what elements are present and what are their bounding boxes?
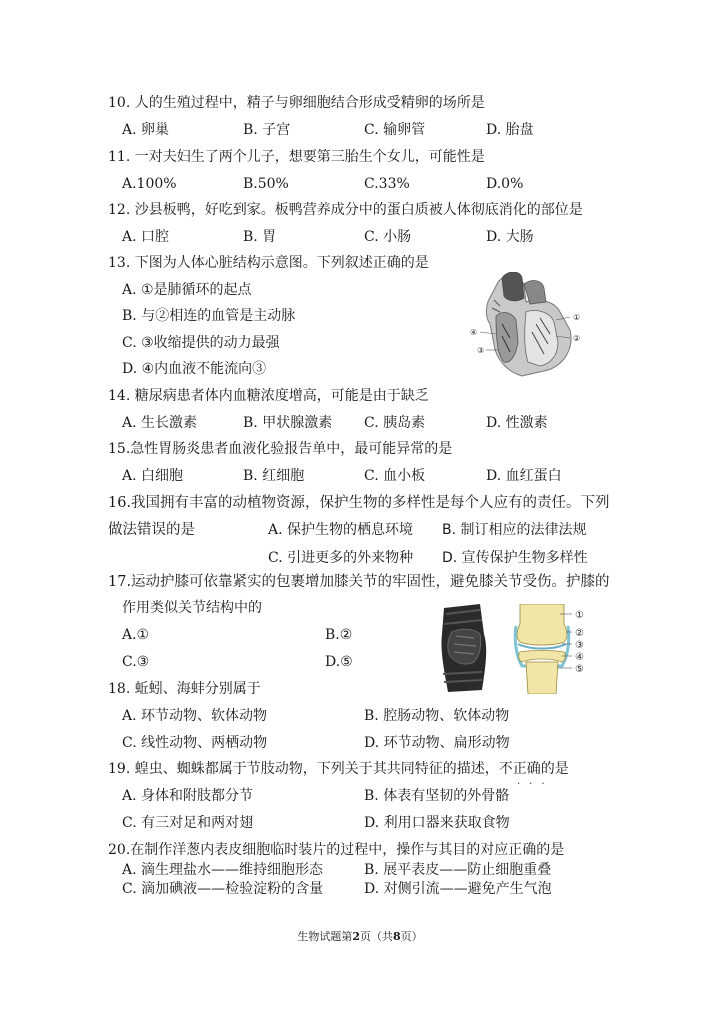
- q18-option-a: A. 环节动物、软体动物: [122, 708, 268, 724]
- question-16-stem-cont: 做法错误的是: [108, 522, 195, 538]
- q13-option-a: A. ①是肺循环的起点: [122, 282, 252, 298]
- heart-label-3: ③: [477, 346, 485, 355]
- heart-structure-figure: [466, 272, 592, 378]
- page-footer: [0, 930, 720, 944]
- q11-option-b: B.50%: [243, 176, 289, 192]
- question-19-stem: 19. 蝗虫、蜘蛛都属于节肢动物，下列关于其共同特征的描述，不正确的是: [108, 761, 569, 777]
- q17-option-c: C.③: [122, 654, 150, 670]
- q16-option-d: D. 宣传保护生物多样性: [442, 550, 588, 566]
- q18-option-d: D. 环节动物、扁形动物: [364, 735, 510, 751]
- q13-option-c: C. ③收缩提供的动力最强: [122, 335, 280, 351]
- q12-option-c: C. 小肠: [364, 229, 412, 245]
- q19-option-a: A. 身体和附肢都分节: [122, 788, 254, 804]
- q13-option-d: D. ④内血液不能流向③: [122, 361, 267, 377]
- emphasis-dots: ···: [517, 779, 554, 790]
- q11-option-d: D.0%: [486, 176, 524, 192]
- q12-option-d: D. 大肠: [486, 229, 534, 245]
- q20-option-c: C. 滴加碘液——检验淀粉的含量: [122, 881, 324, 897]
- q19-option-b: B. 体表有坚韧的外骨骼: [364, 788, 510, 804]
- q18-option-b: B. 腔肠动物、软体动物: [364, 708, 510, 724]
- question-13-stem: 13. 下图为人体心脏结构示意图。下列叙述正确的是: [108, 255, 429, 271]
- question-18-stem: 18. 蚯蚓、海蚌分别属于: [108, 681, 261, 697]
- q12-option-b: B. 胃: [243, 229, 277, 245]
- q15-option-d: D. 血红蛋白: [486, 468, 562, 484]
- footer-total-pages: 8: [393, 930, 401, 943]
- question-12-stem: 12. 沙县板鸭，好吃到家。板鸭营养成分中的蛋白质被人体彻底消化的部位是: [108, 202, 583, 218]
- q17-option-d: D.⑤: [325, 654, 353, 670]
- q14-option-b: B. 甲状腺激素: [243, 415, 333, 431]
- q10-option-c: C. 输卵管: [364, 122, 426, 138]
- q11-option-a: A.100%: [122, 176, 177, 192]
- footer-page-number: 2: [352, 930, 360, 943]
- question-17-stem: 17.运动护膝可依靠紧实的包裹增加膝关节的牢固性，避免膝关节受伤。护膝的: [108, 574, 610, 590]
- question-16-stem: 16.我国拥有丰富的动植物资源，保护生物的多样性是每个人应有的责任。下列: [108, 495, 610, 511]
- q10-option-a: A. 卵巢: [122, 122, 170, 138]
- q20-option-b: B. 展平表皮——防止细胞重叠: [364, 862, 552, 878]
- knee-label-5: ⑤: [575, 664, 584, 675]
- question-15-stem: 15.急性胃肠炎患者血液化验报告单中，最可能异常的是: [108, 441, 453, 457]
- knee-brace-image: [430, 604, 498, 692]
- q16-option-c: C. 引进更多的外来物种: [268, 550, 414, 566]
- question-17-stem-cont: 作用类似关节结构中的: [122, 600, 262, 616]
- heart-label-4: ④: [470, 328, 478, 337]
- heart-label-1: ①: [573, 313, 581, 322]
- knee-label-1: ①: [575, 610, 584, 621]
- q15-option-a: A. 白细胞: [122, 468, 184, 484]
- footer-middle: 页（共: [360, 930, 393, 943]
- q14-option-d: D. 性激素: [486, 415, 548, 431]
- knee-label-3: ③: [575, 640, 584, 651]
- question-10-stem: 10. 人的生殖过程中，精子与卵细胞结合形成受精卵的场所是: [108, 95, 485, 111]
- q18-option-c: C. 线性动物、两栖动物: [122, 735, 268, 751]
- q19-option-d: D. 利用口器来获取食物: [364, 815, 510, 831]
- footer-suffix: 页）: [400, 930, 423, 943]
- q17-option-a: A.①: [122, 627, 150, 643]
- knee-label-2: ②: [575, 628, 584, 639]
- q15-option-c: C. 血小板: [364, 468, 426, 484]
- q15-option-b: B. 红细胞: [243, 468, 305, 484]
- q14-option-a: A. 生长激素: [122, 415, 198, 431]
- q12-option-a: A. 口腔: [122, 229, 170, 245]
- q10-option-b: B. 子宫: [243, 122, 291, 138]
- q20-option-d: D. 对侧引流——避免产生气泡: [364, 881, 552, 897]
- q11-option-c: C.33%: [364, 176, 410, 192]
- q17-option-b: B.②: [325, 627, 353, 643]
- question-11-stem: 11. 一对夫妇生了两个儿子，想要第三胎生个女儿，可能性是: [108, 149, 485, 165]
- knee-label-4: ④: [575, 652, 584, 663]
- q20-option-a: A. 滴生理盐水——维持细胞形态: [122, 862, 324, 878]
- q19-option-c: C. 有三对足和两对翅: [122, 815, 254, 831]
- heart-label-2: ②: [573, 334, 581, 343]
- knee-joint-figure: [510, 604, 596, 694]
- q13-option-b: B. 与②相连的血管是主动脉: [122, 308, 296, 324]
- q16-option-a: A. 保护生物的栖息环境: [268, 522, 414, 538]
- q16-option-b: B. 制订相应的法律法规: [442, 522, 587, 538]
- q14-option-c: C. 胰岛素: [364, 415, 426, 431]
- question-14-stem: 14. 糖尿病患者体内血糖浓度增高，可能是由于缺乏: [108, 388, 429, 404]
- question-20-stem: 20.在制作洋葱内表皮细胞临时装片的过程中，操作与其目的对应正确的是: [108, 842, 565, 858]
- footer-prefix: 生物试题第: [297, 930, 353, 943]
- q10-option-d: D. 胎盘: [486, 122, 534, 138]
